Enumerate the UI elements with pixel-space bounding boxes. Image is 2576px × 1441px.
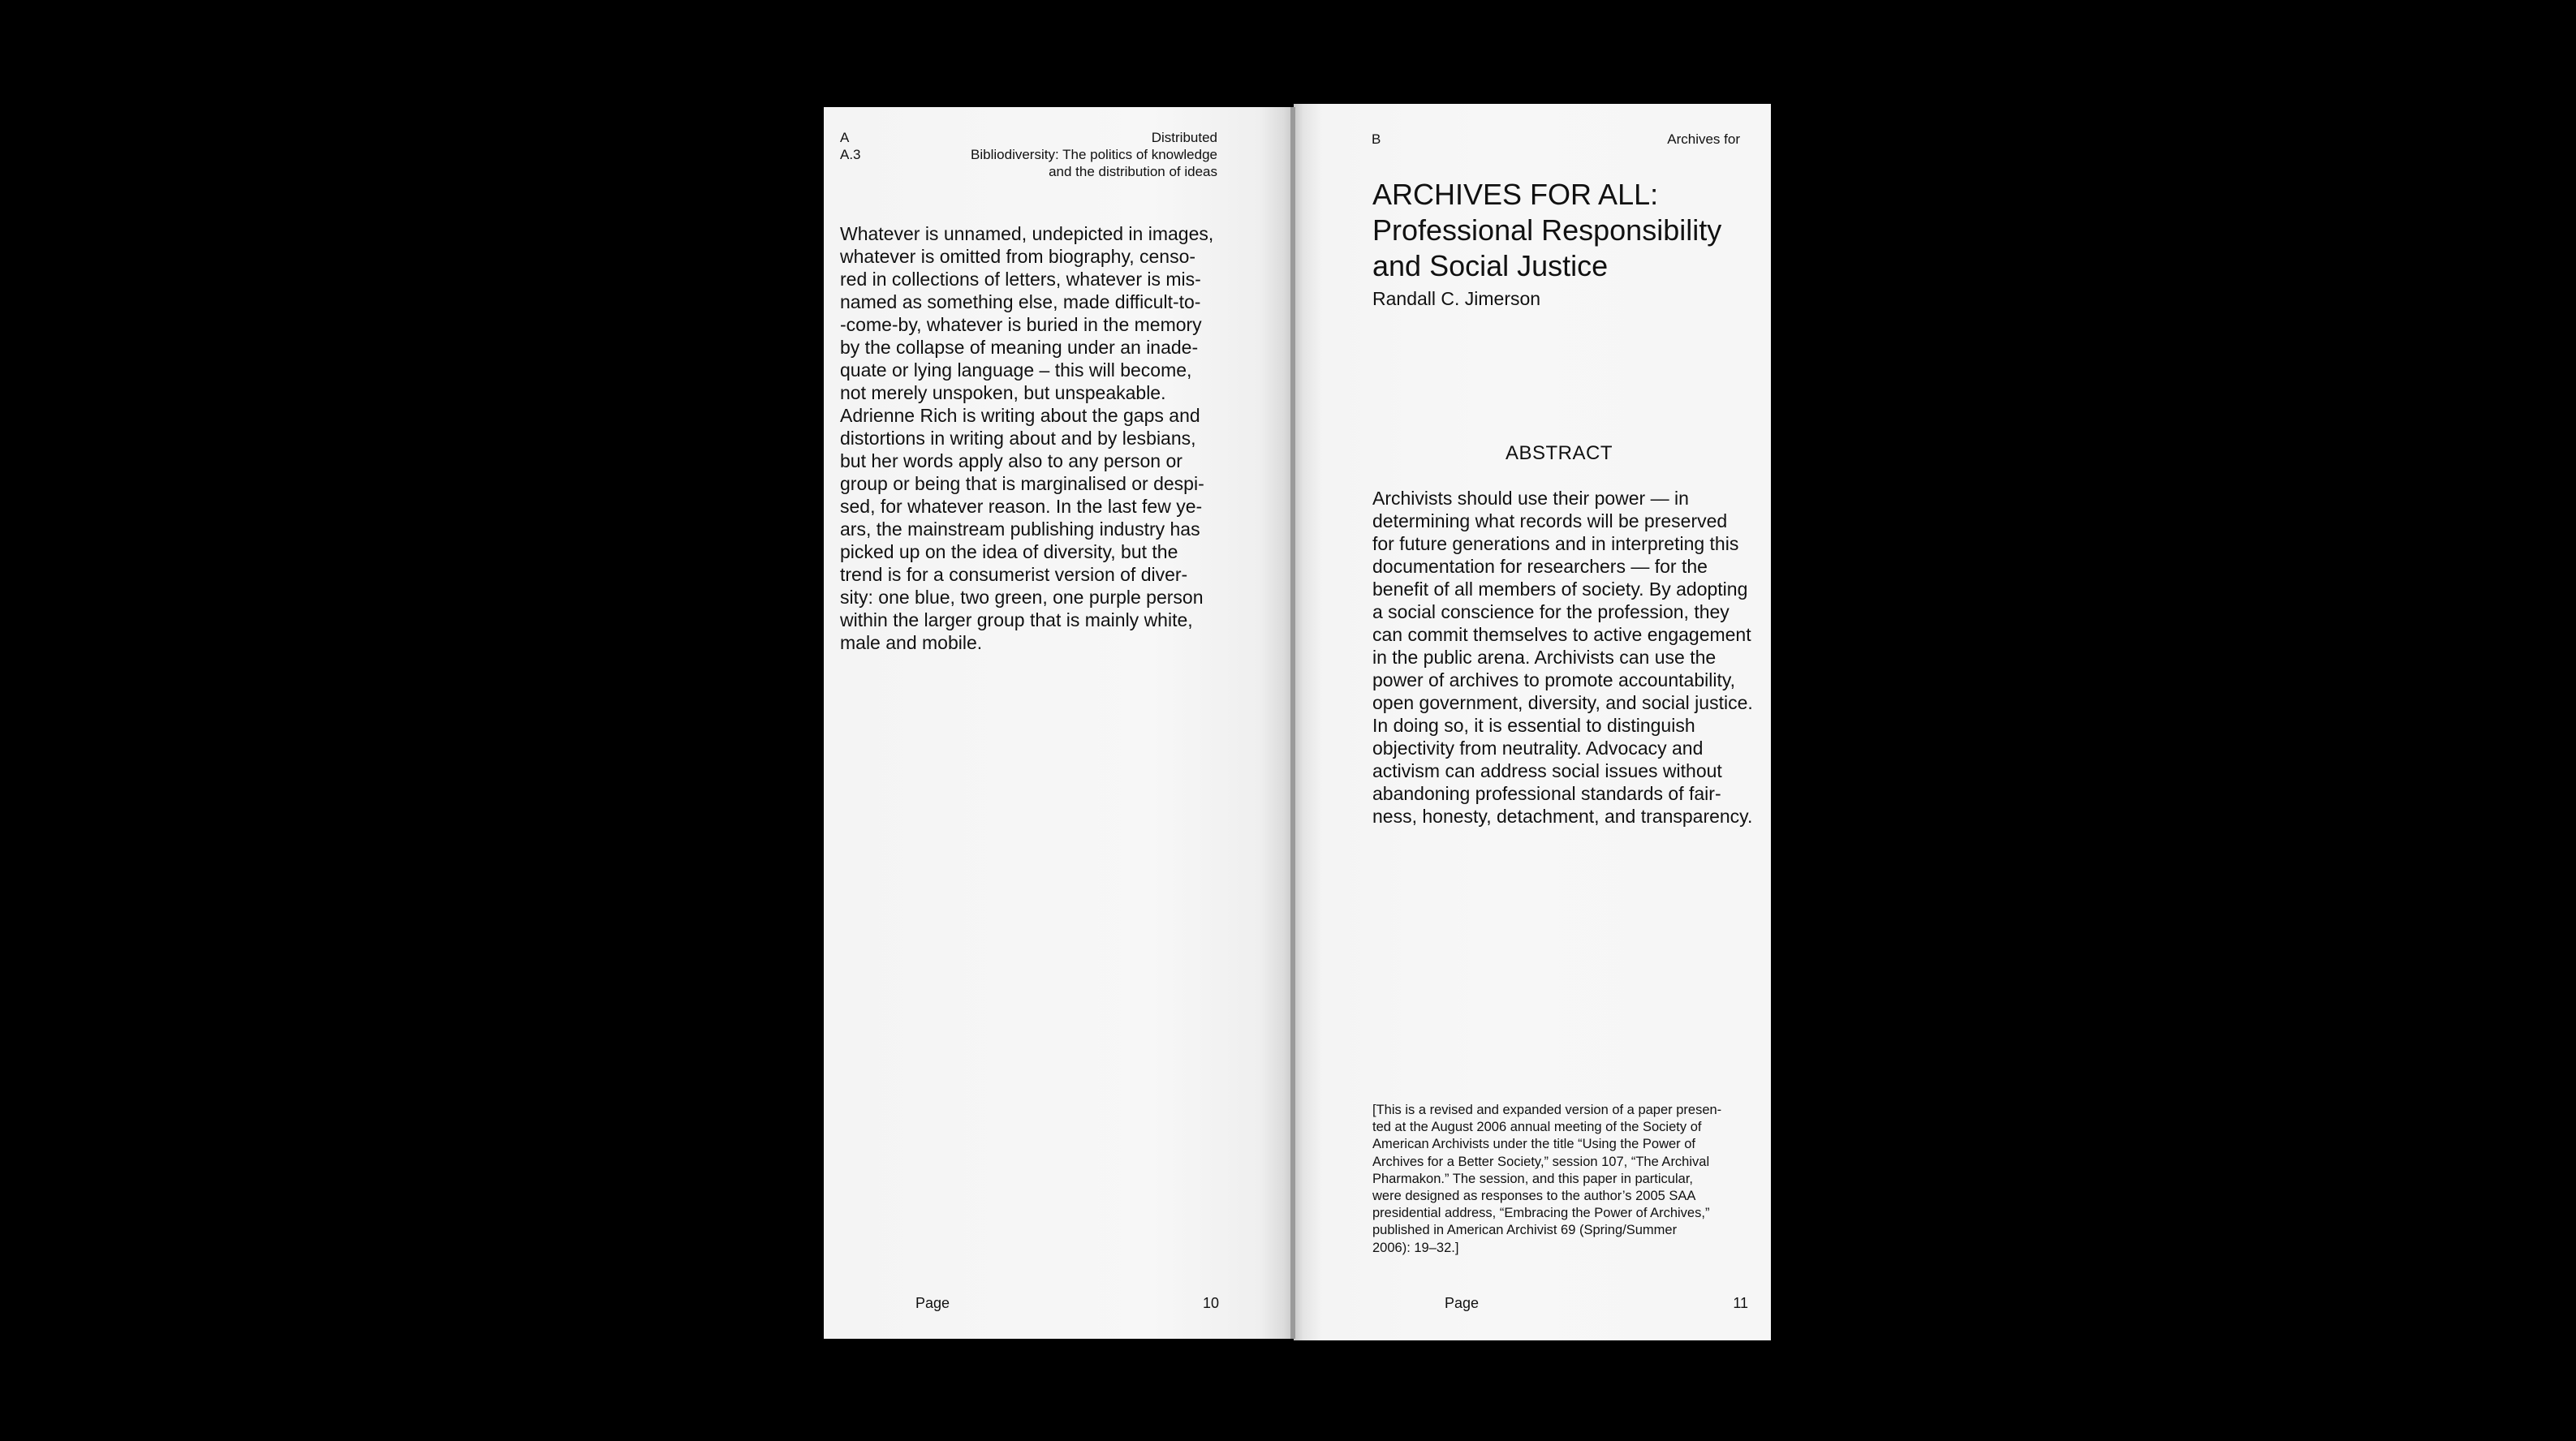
article-title [1372, 177, 1746, 284]
right-section-letter: B [1372, 131, 1381, 147]
left-running-head: Distributed [1151, 130, 1217, 145]
right-folio-number: 11 [1733, 1295, 1748, 1311]
left-folio-label: Page [915, 1295, 950, 1311]
right-folio-label: Page [1445, 1295, 1480, 1311]
left-section-letter: A [840, 130, 850, 145]
abstract-body: Archivists should use their power — in determining what records will be preserved for future generations and in interpreting this documentation for researchers — for the benefit of all members of society. By adopting a social conscience for the profession, they can commit themselves to active engagement in the public arena. Archivists can use the power of archives to promote accountability, open government, diversity, and social justice. In doing so, it is essential to distinguish objectivity from neutrality. Advocacy and activism can address social issues without abandoning professional standards of fair- ness, honesty, detachment, and transparency. [1372, 488, 1753, 827]
right-running-head: Archives for [1667, 131, 1740, 147]
left-chapter-title-line2: and the distribution of ideas [1049, 164, 1217, 179]
left-body-text: Whatever is unnamed, undepicted in images, whatever is omitted from biography, censo- red in collections of letters, whatever is mis- named as something else, made difficult-to- -come-by, whatever is buried in the memory by the collapse of meaning under an inade- quate or lying language – this will become, not merely unspoken, but unspeakable. Adrienne Rich is writing about the gaps and distortions in writing about and by lesbians, but her words apply also to any person or group or being that is marginalised or despi- sed, for whatever reason. In the last few ye- ars, the mainstream publishing industry has picked up on the idea of diversity, but the trend is for a consumerist version of diver- sity: one blue, two green, one purple person within the larger group that is mainly white, male and mobile. [840, 223, 1214, 653]
left-section-number: A.3 [840, 147, 861, 162]
left-chapter-title-line1: Bibliodiversity: The politics of knowledge [971, 147, 1217, 162]
book-gutter [1290, 107, 1295, 1339]
article-title-caps: ARCHIVES FOR ALL: [1372, 178, 1659, 211]
article-subtitle: Professional Responsibility and Social Justice [1372, 213, 1722, 282]
footnote: [This is a revised and expanded version of a paper presen- ted at the August 2006 annual meeting of the Society of American Archivists under the title “Using the Power of Archives for a Better Society,” session 107, “The Archival Pharmakon.” The session, and this paper in particular, were designed as responses to the author’s 2005 SAA presidential address, “Embracing the Power of Archives,” published in American Archivist 69 (Spring/Summer 2006): 19–32.] [1372, 1103, 1722, 1255]
abstract-heading: ABSTRACT [1505, 442, 1613, 464]
article-author: Randall C. Jimerson [1372, 288, 1541, 309]
left-folio-number: 10 [1202, 1295, 1219, 1311]
